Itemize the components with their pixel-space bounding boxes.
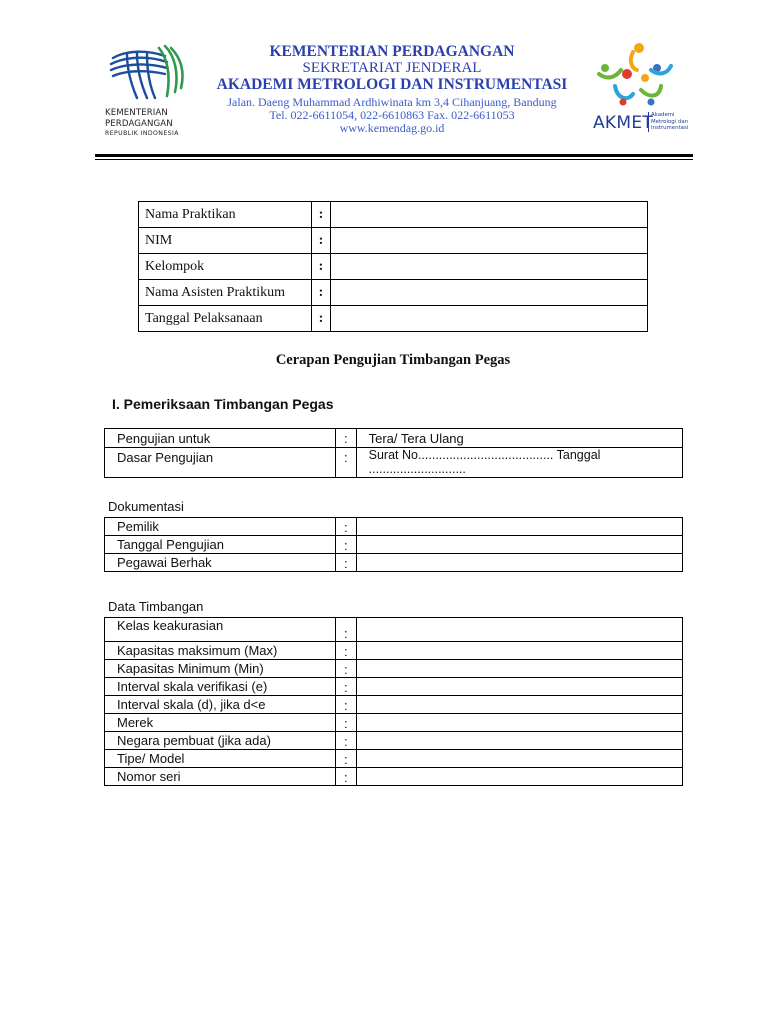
inspection-separator: :	[336, 429, 357, 448]
inspection-label: Pengujian untuk	[105, 429, 336, 448]
inspection-value[interactable]: Tera/ Tera Ulang	[356, 429, 682, 448]
academy-name: AKADEMI METROLOGI DAN INSTRUMENTASI	[216, 76, 568, 93]
doc-value-field[interactable]	[356, 554, 682, 572]
akmet-sub-line1: Akademi	[651, 112, 675, 118]
address: Jalan. Daeng Muhammad Ardhiwinata km 3,4 Cihanjuang, Bandung	[227, 95, 557, 109]
scale-data-table	[104, 617, 683, 786]
scale-separator: :	[336, 732, 357, 750]
scale-label: Kapasitas Minimum (Min)	[105, 660, 336, 678]
scale-separator: :	[336, 642, 357, 660]
scale-label: Interval skala verifikasi (e)	[105, 678, 336, 696]
inspection-table	[104, 428, 683, 478]
table-row	[105, 618, 683, 642]
identity-label: NIM	[139, 228, 312, 254]
table-row	[105, 660, 683, 678]
scale-label: Nomor seri	[105, 768, 336, 786]
doc-separator: :	[336, 518, 357, 536]
phone-fax: Tel. 022-6611054, 022-6610863 Fax. 022-6611053	[269, 108, 515, 122]
akmet-emblem-icon	[593, 40, 701, 112]
header-divider-thick	[95, 154, 693, 157]
ministry-name: KEMENTERIAN PERDAGANGAN	[269, 43, 515, 60]
doc-separator: :	[336, 536, 357, 554]
scale-separator: :	[336, 696, 357, 714]
inspection-value[interactable]: Surat No....................................... Tanggal ............................	[356, 448, 682, 478]
scale-label: Merek	[105, 714, 336, 732]
identity-value-field[interactable]	[331, 254, 648, 280]
table-row	[139, 228, 648, 254]
logo-text-line1: KEMENTERIAN	[105, 108, 168, 118]
identity-label: Nama Praktikan	[139, 202, 312, 228]
identity-separator: :	[312, 306, 331, 332]
identity-value-field[interactable]	[331, 280, 648, 306]
akmet-sub-line2: Metrologi dan	[651, 118, 689, 125]
scale-separator: :	[336, 660, 357, 678]
scale-value-field[interactable]	[356, 678, 682, 696]
identity-value-field[interactable]	[331, 306, 648, 332]
identity-separator: :	[312, 254, 331, 280]
identity-label: Tanggal Pelaksanaan	[139, 306, 312, 332]
document-title: Cerapan Pengujian Timbangan Pegas	[275, 352, 511, 368]
akmet-logo	[593, 40, 701, 140]
table-row	[139, 306, 648, 332]
scale-separator: :	[336, 678, 357, 696]
section-heading: I. Pemeriksaan Timbangan Pegas	[112, 396, 334, 412]
akmet-sub-line3: Instrumentasi	[651, 125, 689, 132]
table-row	[105, 448, 683, 478]
doc-value-field[interactable]	[356, 518, 682, 536]
scale-separator: :	[336, 714, 357, 732]
identity-separator: :	[312, 228, 331, 254]
identity-value-field[interactable]	[331, 228, 648, 254]
scale-separator: :	[336, 618, 357, 642]
scale-separator: :	[336, 768, 357, 786]
inspection-separator: :	[336, 448, 357, 478]
kemendag-logo	[105, 44, 195, 139]
scale-value-field[interactable]	[356, 696, 682, 714]
identity-label: Nama Asisten Praktikum	[139, 280, 312, 306]
table-row	[105, 429, 683, 448]
identity-table	[138, 201, 648, 332]
scale-separator: :	[336, 750, 357, 768]
scale-value-field[interactable]	[356, 660, 682, 678]
table-row	[105, 536, 683, 554]
documentation-table	[104, 517, 683, 572]
scale-value-field[interactable]	[356, 618, 682, 642]
scale-label: Tipe/ Model	[105, 750, 336, 768]
table-row	[105, 768, 683, 786]
doc-label: Pemilik	[105, 518, 336, 536]
logo-text-line2: PERDAGANGAN	[105, 118, 173, 129]
table-row	[105, 696, 683, 714]
inspection-label: Dasar Pengujian	[105, 448, 336, 478]
scale-value-field[interactable]	[356, 732, 682, 750]
table-row	[105, 732, 683, 750]
doc-value-field[interactable]	[356, 536, 682, 554]
scale-label: Kapasitas maksimum (Max)	[105, 642, 336, 660]
header-divider-thin	[95, 159, 693, 160]
scale-label: Negara pembuat (jika ada)	[105, 732, 336, 750]
scale-value-field[interactable]	[356, 714, 682, 732]
doc-separator: :	[336, 554, 357, 572]
website-link[interactable]: www.kemendag.go.id	[339, 121, 445, 135]
doc-label: Tanggal Pengujian	[105, 536, 336, 554]
secretariat-name: SEKRETARIAT JENDERAL	[302, 60, 482, 76]
identity-separator: :	[312, 280, 331, 306]
scale-value-field[interactable]	[356, 750, 682, 768]
identity-separator: :	[312, 202, 331, 228]
table-row	[139, 280, 648, 306]
doc-label: Pegawai Berhak	[105, 554, 336, 572]
identity-label: Kelompok	[139, 254, 312, 280]
logo-text-line3: REPUBLIK INDONESIA	[105, 130, 179, 137]
kemendag-emblem-icon	[105, 44, 195, 104]
scale-label: Interval skala (d), jika d<e	[105, 696, 336, 714]
identity-value-field[interactable]	[331, 202, 648, 228]
table-row	[105, 750, 683, 768]
table-row	[139, 202, 648, 228]
table-row	[105, 518, 683, 536]
scale-label: Kelas keakurasian	[105, 618, 336, 642]
table-row	[105, 714, 683, 732]
table-row	[105, 642, 683, 660]
akmet-wordmark: AKMET	[593, 113, 654, 133]
data-timbangan-label: Data Timbangan	[108, 599, 204, 614]
dokumentasi-label: Dokumentasi	[108, 499, 184, 514]
scale-value-field[interactable]	[356, 768, 682, 786]
scale-value-field[interactable]	[356, 642, 682, 660]
table-row	[105, 678, 683, 696]
table-row	[139, 254, 648, 280]
table-row	[105, 554, 683, 572]
